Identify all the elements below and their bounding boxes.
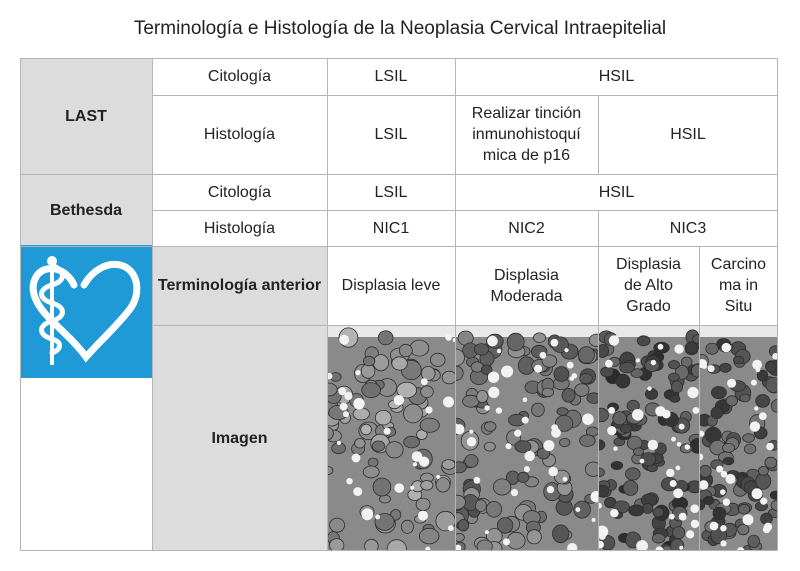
cell-nucleus [723,443,735,452]
cell-nucleus [373,355,388,371]
cell-vacuole [525,451,535,461]
last-citologia-label: Citología [207,68,272,85]
cell-nucleus [703,496,714,504]
cell-nucleus [477,390,488,402]
cell-nucleus [554,367,569,382]
cell-nucleus [401,520,413,533]
cell-nucleus [645,389,657,400]
cell-vacuole [766,443,774,451]
cell-nucleus [723,457,734,464]
bethesda-histologia-nic1: NIC1 [372,219,410,237]
cell-vacuole [677,442,682,447]
cell-nucleus [580,373,593,383]
cell-vacuole [522,417,529,424]
cell-nucleus [404,436,420,448]
cell-nucleus [758,466,768,475]
cell-vacuole [651,360,656,365]
cell-nucleus [598,485,609,497]
cell-vacuole [722,343,731,352]
cell-vacuole [543,440,554,451]
cell-vacuole [339,335,349,345]
cell-vacuole [488,372,499,383]
table-title: Terminología e Histología de la Neoplasia Cervical Intraepitelial [133,18,667,39]
cell-nucleus [442,460,455,470]
last-histologia-lsil: LSIL [374,126,408,143]
cell-nucleus [733,356,743,364]
cell-nucleus [743,434,755,443]
cell-nucleus [613,412,627,425]
last-histologia-p16: Realizar tinción inmunohistoquí mica de p16 [471,105,582,164]
cell-nucleus [711,387,726,399]
cell-nucleus [465,455,478,468]
cell-nucleus [363,356,374,366]
cell-nucleus [560,438,570,446]
cell-vacuole [690,504,699,513]
cell-vacuole [666,469,674,477]
cell-vacuole [750,421,760,431]
displasia-leve: Displasia leve [341,277,441,294]
cell-vacuole [467,437,476,446]
cell-nucleus [616,374,630,388]
cell-nucleus [330,518,345,532]
cell-vacuole [673,488,683,498]
cell-nucleus [623,481,638,496]
cell-nucleus [421,366,435,380]
cell-nucleus [726,396,737,406]
cell-vacuole [710,522,719,531]
cell-vacuole [540,352,547,359]
cell-vacuole [487,336,498,347]
cell-vacuole [691,520,699,528]
cell-vacuole [413,462,417,466]
cell-nucleus [611,461,623,469]
cell-vacuole [679,546,683,550]
cell-nucleus [637,336,650,346]
cell-nucleus [362,383,381,398]
cell-nucleus [553,525,569,543]
last-histologia-label: Histología [203,126,276,143]
cell-vacuole [551,339,559,347]
cell-vacuole [685,444,690,449]
cell-vacuole [610,509,618,517]
cell-vacuole [343,411,349,417]
cell-vacuole [720,525,726,531]
cell-vacuole [353,487,362,496]
cell-vacuole [567,362,574,369]
cell-vacuole [640,459,645,464]
cell-nucleus [601,367,614,377]
cell-nucleus [652,534,665,544]
cell-nucleus [598,408,609,422]
cell-nucleus [372,441,385,451]
cell-vacuole [751,380,757,386]
cell-nucleus [532,403,545,416]
cell-nucleus [527,530,541,544]
cell-nucleus [629,505,644,516]
cell-nucleus [475,500,486,512]
carcinoma-in-situ: Carcino ma in Situ [710,256,767,315]
cell-vacuole [337,441,341,445]
cell-vacuole [511,489,518,496]
cell-nucleus [669,360,680,369]
cell-vacuole [582,414,593,425]
cell-nucleus [518,472,529,482]
cell-nucleus [766,377,778,392]
cell-vacuole [474,477,481,484]
cell-nucleus [585,462,598,476]
cell-nucleus [420,418,439,432]
cell-nucleus [361,424,372,435]
cell-vacuole [496,407,502,413]
cell-vacuole [524,466,530,472]
cell-vacuole [436,475,440,479]
cell-vacuole [655,406,665,416]
imagen-label: Imagen [152,325,327,551]
cell-vacuole [503,538,510,545]
cell-vacuole [727,379,736,388]
cell-nucleus [766,362,777,373]
cell-vacuole [576,507,581,512]
cell-nucleus [484,442,495,451]
cell-nucleus [410,340,429,356]
cell-vacuole [361,508,373,520]
cell-nucleus [330,539,344,551]
cell-vacuole [410,486,414,490]
cell-vacuole [514,430,521,437]
cell-vacuole [394,483,404,493]
cell-vacuole [760,498,767,505]
terminologia-anterior-label: Terminología anterior [152,246,327,325]
cell-nucleus [363,466,379,478]
cell-nucleus [477,540,492,551]
cell-nucleus [533,333,545,343]
cell-nucleus [365,539,379,551]
cell-vacuole [679,424,685,430]
micrograph-moderada [455,325,598,551]
cell-nucleus [458,519,469,531]
micrograph-carcinoma [699,325,778,551]
cell-vacuole [346,478,352,484]
cell-vacuole [523,398,528,403]
cell-nucleus [668,373,679,381]
cell-nucleus [761,513,773,524]
cell-vacuole [445,334,452,341]
cell-nucleus [720,363,732,372]
cell-nucleus [474,344,489,355]
cell-vacuole [716,466,723,473]
cell-nucleus [673,527,685,539]
cell-vacuole [764,523,772,531]
cell-vacuole [547,486,554,493]
cell-nucleus [653,508,664,517]
cell-nucleus [392,357,408,370]
cell-nucleus [738,524,749,534]
cell-vacuole [418,511,428,521]
micrograph-leve [327,325,455,551]
bethesda-histologia-label: Histología [203,219,276,237]
bethesda-histologia-nic2: NIC2 [508,219,545,237]
displasia-moderada: Displasia Moderada [490,266,563,305]
cell-nucleus [493,479,511,495]
cell-nucleus [484,422,496,432]
cell-nucleus [436,478,450,493]
cell-nucleus [562,388,575,402]
cell-vacuole [340,403,348,411]
cell-vacuole [658,344,664,350]
cell-nucleus [355,439,366,449]
cell-vacuole [605,360,613,368]
cell-vacuole [425,406,432,413]
cell-vacuole [572,373,577,378]
cell-vacuole [448,525,454,531]
cell-vacuole [488,387,499,398]
cell-nucleus [557,408,568,416]
cell-vacuole [421,378,428,385]
cell-nucleus [620,362,635,372]
last-histologia-hsil: HSIL [670,126,706,143]
cell-nucleus [515,441,531,453]
cell-vacuole [720,489,726,495]
cell-nucleus [699,465,711,477]
cell-vacuole [497,349,501,353]
cell-vacuole [636,358,640,362]
cell-vacuole [754,406,758,410]
cell-vacuole [759,412,767,420]
cell-nucleus [419,528,439,544]
cell-nucleus [542,388,554,397]
cell-vacuole [394,395,404,405]
cell-nucleus [404,404,423,423]
cell-vacuole [669,514,675,520]
displasia-alto-grado: Displasia de Alto Grado [616,256,681,315]
cell-nucleus [416,498,430,511]
cell-vacuole [469,430,473,434]
cell-vacuole [485,530,489,534]
cell-nucleus [507,532,525,549]
cell-vacuole [592,518,596,522]
cell-nucleus [671,381,682,393]
cell-vacuole [720,540,726,546]
cell-nucleus [580,435,596,447]
cell-vacuole [708,365,715,372]
cell-vacuole [484,405,490,411]
cell-vacuole [752,488,763,499]
cell-nucleus [740,394,750,402]
cell-vacuole [352,454,361,463]
cell-nucleus [486,501,501,517]
cell-nucleus [455,533,464,541]
bethesda-citologia-hsil: HSIL [598,183,635,201]
cell-vacuole [676,466,681,471]
cell-vacuole [726,474,736,484]
cell-nucleus [744,444,756,454]
cell-vacuole [353,398,364,409]
cell-nucleus [353,408,369,420]
cell-vacuole [375,515,380,520]
row-header-last: LAST [20,58,152,174]
cell-nucleus [643,503,653,513]
cell-vacuole [743,514,754,525]
cell-vacuole [670,480,677,487]
cell-nucleus [431,353,446,366]
cell-vacuole [355,370,360,375]
cell-nucleus [442,371,455,384]
cell-vacuole [648,440,658,450]
cell-nucleus [378,331,393,345]
cell-vacuole [599,533,606,540]
medical-logo [20,245,152,378]
cell-vacuole [699,480,709,490]
cell-vacuole [686,530,694,538]
bethesda-citologia-label: Citología [207,183,272,201]
cell-vacuole [671,437,676,442]
cell-nucleus [375,410,391,425]
cell-nucleus [421,481,433,491]
cell-nucleus [386,442,403,458]
cell-nucleus [765,457,777,468]
cell-nucleus [713,507,726,519]
cell-vacuole [412,451,423,462]
cell-nucleus [670,395,680,402]
cell-vacuole [632,409,644,421]
cell-vacuole [344,392,352,400]
cell-nucleus [497,518,513,534]
cell-vacuole [384,428,391,435]
cell-vacuole [549,467,558,476]
cell-nucleus [368,458,378,467]
heart-caduceus-icon [20,245,152,378]
cell-nucleus [373,478,391,496]
cell-vacuole [607,426,616,435]
cell-vacuole [563,477,568,482]
cell-nucleus [756,395,770,408]
cell-vacuole [501,366,513,378]
micrograph-alto-grado [598,325,699,551]
cell-vacuole [443,397,454,408]
last-citologia-lsil: LSIL [374,68,408,85]
cell-nucleus [587,393,598,404]
bethesda-citologia-lsil: LSIL [374,183,408,201]
cell-vacuole [647,386,651,390]
bethesda-histologia-nic3: NIC3 [669,219,707,237]
cell-vacuole [564,348,568,352]
cell-nucleus [739,504,750,514]
cell-nucleus [399,344,412,356]
cell-nucleus [748,535,760,547]
cell-vacuole [614,335,618,339]
cell-vacuole [534,365,542,373]
cell-nucleus [711,407,723,419]
row-header-bethesda: Bethesda [20,174,152,246]
cell-nucleus [575,384,589,397]
cell-nucleus [578,347,594,364]
cell-vacuole [723,498,730,505]
cell-nucleus [633,448,643,456]
cell-nucleus [685,342,698,354]
cell-vacuole [674,344,683,353]
cell-vacuole [506,443,512,449]
cell-nucleus [421,386,434,398]
cell-nucleus [507,333,524,351]
last-citologia-hsil: HSIL [598,68,635,85]
cell-nucleus [770,491,778,499]
cell-vacuole [551,424,558,431]
cell-nucleus [598,345,609,358]
cell-vacuole [687,387,698,398]
cell-vacuole [608,407,615,414]
cell-vacuole [613,447,617,451]
cell-vacuole [752,360,762,370]
cell-nucleus [626,468,641,480]
cell-vacuole [679,513,687,521]
cell-nucleus [455,462,466,473]
